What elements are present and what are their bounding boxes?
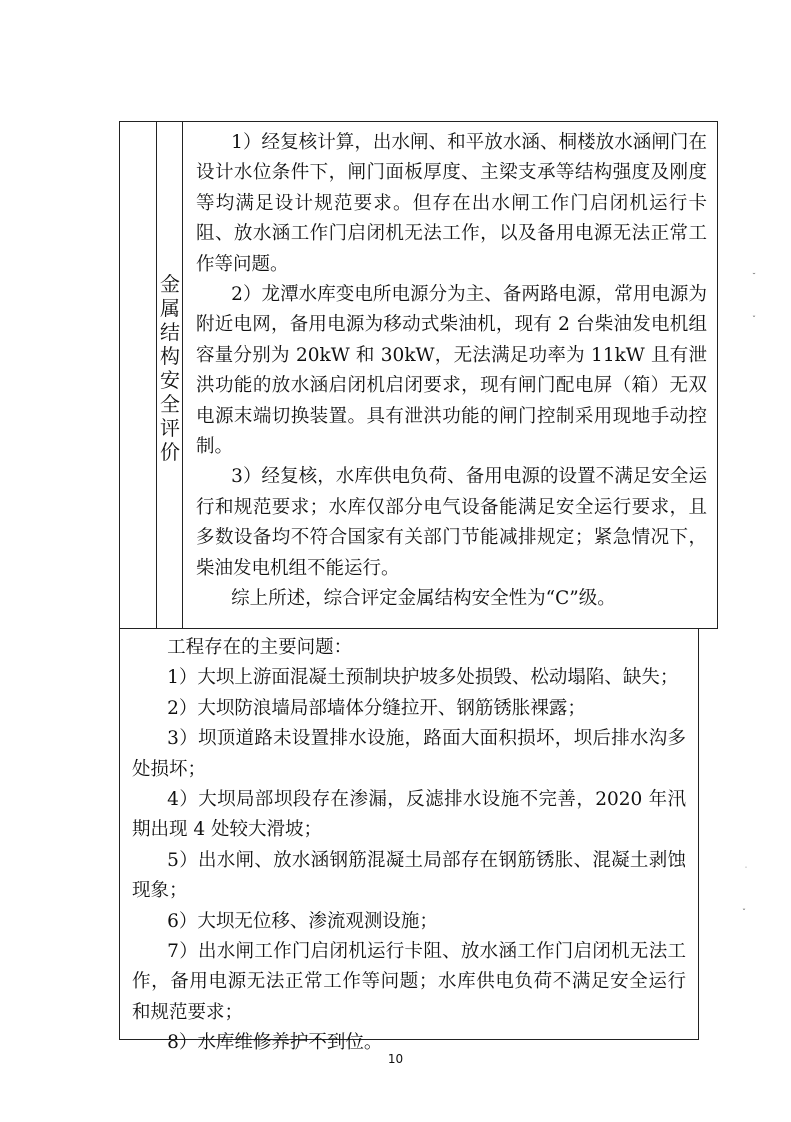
problem-item: 7）出水闸工作门启闭机运行卡阻、放水涵工作门启闭机无法工作，备用电源无法正常工作等问题；水库供电负荷不满足安全运行和规范要求； <box>132 941 686 1023</box>
problem-item: 6）大坝无位移、渗流观测设施； <box>167 910 438 932</box>
eval-paragraph-3: 3）经复核，水库供电负荷、备用电源的设置不满足安全运行和规范要求；水库仅部分电气设备能满足安全运行要求，且多数设备均不符合国家有关部门节能减排规定；紧急情况下，柴油发电机组不能运行。 <box>196 466 707 579</box>
eval-vertical-label <box>160 272 178 464</box>
eval-conclusion: 综上所述，综合评定金属结构安全性为“C”级。 <box>231 588 616 610</box>
scan-mark: ˙ <box>744 866 748 875</box>
problem-item: 8）水库维修养护不到位。 <box>167 1032 383 1054</box>
problems-title: 工程存在的主要问题： <box>167 637 353 658</box>
label-char: 安 <box>160 368 180 392</box>
problem-item: 1）大坝上游面混凝土预制块护坡多处损毁、松动塌陷、缺失； <box>167 667 679 689</box>
problem-item: 5）出水闸、放水涵钢筋混凝土局部存在钢筋锈胀、混凝土剥蚀现象； <box>132 849 686 902</box>
eval-paragraph-1: 1）经复核计算，出水闸、和平放水涵、桐楼放水涵闸门在设计水位条件下，闸门面板厚度、主梁支承等结构强度及刚度等均满足设计规范要求。但存在出水闸工作门启闭机运行卡阻、放水涵工作门启闭机无法工作，以及备用电源无法正常工作等问题。 <box>196 132 707 275</box>
scan-mark: ˇ <box>742 908 746 917</box>
eval-text <box>196 128 707 615</box>
main-problems-cell <box>119 628 699 1054</box>
scan-mark: ˇ <box>752 315 756 324</box>
label-char: 评 <box>160 416 180 440</box>
problem-item: 2）大坝防浪墙局部墙体分缝拉开、钢筋锈胀裸露； <box>167 697 586 719</box>
label-char: 结 <box>160 320 180 344</box>
problem-item: 4）大坝局部坝段存在渗漏，反滤排水设施不完善，2020 年汛期出现 4 处较大滑坡； <box>132 789 686 841</box>
label-char: 价 <box>160 440 180 464</box>
label-char: 全 <box>160 392 180 416</box>
column-divider-left <box>156 122 157 628</box>
label-char: 属 <box>160 296 180 320</box>
metal-structure-eval-cell <box>119 121 718 629</box>
column-divider-right <box>182 122 183 628</box>
label-char: 构 <box>160 344 180 368</box>
eval-paragraph-2: 2）龙潭水库变电所电源分为主、备两路电源，常用电源为附近电网，备用电源为移动式柴油机，现有 2 台柴油发电机组容量分别为 20kW 和 30kW，无法满足功率为 11kW 且有泄洪功能的放水涵启闭机启闭要求，现有闸门配电屏（箱）无双电源末端切换装置。具有泄洪功能的闸门控制采用现地手动控制。 <box>196 284 707 458</box>
label-char: 金 <box>160 272 180 296</box>
problem-item: 3）坝顶道路未设置排水设施，路面大面积损坏，坝后排水沟多处损坏； <box>132 728 686 780</box>
problems-text <box>132 633 686 1059</box>
page-number: 10 <box>387 1052 404 1066</box>
scan-mark: ˘ <box>752 272 756 281</box>
